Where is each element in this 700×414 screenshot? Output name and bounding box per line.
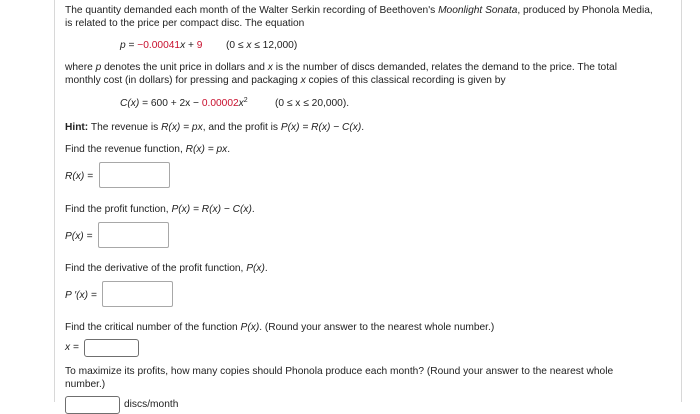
profit-label: P(x) =	[65, 231, 93, 242]
intro-line-1: The quantity demanded each month of the Walter Serkin recording of Beethoven's Moonlight Sonata, produced by Phonola Media,	[65, 5, 653, 16]
demand-equation: p = −0.00041x + 9	[120, 40, 203, 51]
revenue-label: R(x) =	[65, 171, 94, 182]
maximize-prompt-line-2: number.)	[65, 379, 106, 390]
revenue-prompt: Find the revenue function, R(x) = px.	[65, 144, 231, 155]
where-line-2: monthly cost (in dollars) for pressing and packaging x copies of this classical recording is given by	[65, 75, 506, 86]
profit-prompt: Find the profit function, P(x) = R(x) − C(x).	[65, 204, 255, 215]
where-line-1: where p denotes the unit price in dollars and x is the number of discs demanded, relates the demand to the price. The total	[65, 62, 617, 73]
derivative-label: P ′(x) =	[65, 290, 97, 301]
discs-per-month-unit: discs/month	[124, 399, 179, 410]
intro-line-2: is related to the price per compact disc. The equation	[65, 18, 305, 29]
critical-number-label: x =	[65, 342, 79, 353]
demand-domain: (0 ≤ x ≤ 12,000)	[226, 40, 298, 51]
maximize-prompt-line-1: To maximize its profits, how many copies should Phonola produce each month? (Round your answer to the nearest whole	[65, 366, 614, 377]
critical-number-prompt: Find the critical number of the function P(x). (Round your answer to the nearest whole number.)	[65, 322, 495, 333]
hint-text: Hint: The revenue is R(x) = px, and the profit is P(x) = R(x) − C(x).	[65, 122, 365, 133]
derivative-input[interactable]	[102, 281, 173, 307]
cost-equation: $C(x) = 600 + 2x - 0.00002x^2$	[120, 97, 248, 109]
critical-number-input[interactable]	[84, 339, 139, 357]
cost-domain: (0 ≤ x ≤ 20,000).	[275, 98, 350, 109]
derivative-prompt: Find the derivative of the profit function, P(x).	[65, 263, 268, 274]
revenue-input[interactable]	[99, 162, 170, 188]
profit-input[interactable]	[98, 222, 169, 248]
discs-per-month-input[interactable]	[65, 396, 120, 414]
